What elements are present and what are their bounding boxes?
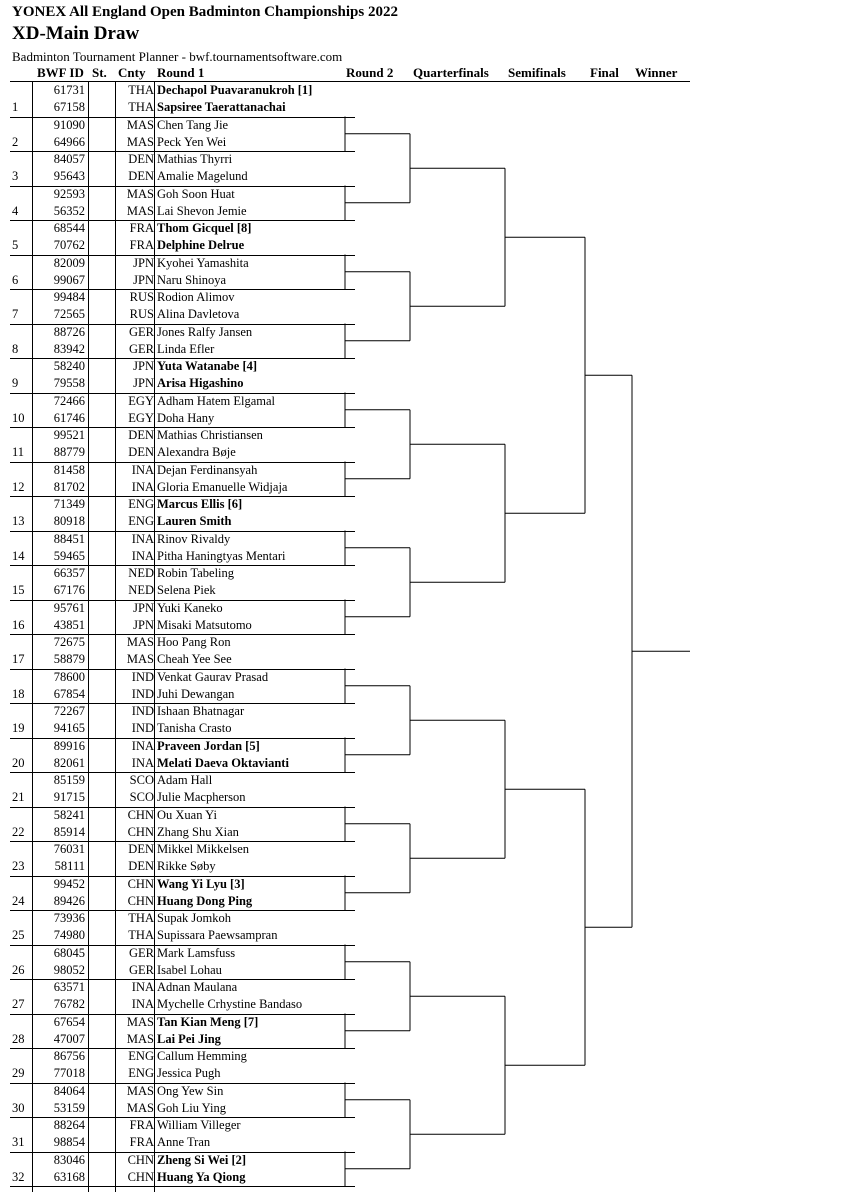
col-header-semifinals: Semifinals [508, 65, 566, 80]
draw-position: 20 [12, 755, 25, 770]
player-name: Alexandra Bøje [157, 445, 236, 460]
bwf-id: 67654 [53, 1014, 85, 1029]
bwf-id: 56352 [53, 203, 85, 218]
bwf-id: 95643 [53, 169, 85, 184]
player-name: Ishaan Bhatnagar [157, 704, 245, 718]
player-name: Yuki Kaneko [157, 600, 223, 615]
bwf-id: 68544 [53, 221, 85, 235]
country-code: INA [131, 531, 154, 546]
bwf-id: 58111 [54, 859, 85, 874]
country-code: CHN [127, 807, 154, 822]
country-code: INA [131, 462, 154, 477]
player-name: Wang Yi Lyu [3] [157, 876, 245, 891]
country-code: FRA [129, 1118, 154, 1132]
player-name: Mikkel Mikkelsen [157, 842, 250, 856]
bwf-id: 47007 [53, 1031, 85, 1046]
player-name: Adam Hall [157, 773, 213, 787]
country-code: MAS [126, 652, 154, 667]
draw-position: 9 [12, 376, 19, 391]
draw-position: 30 [12, 1100, 25, 1115]
player-name: Venkat Gaurav Prasad [157, 669, 269, 684]
country-code: FRA [129, 238, 154, 253]
bwf-id: 91715 [53, 790, 85, 805]
country-code: INA [131, 980, 154, 994]
bwf-id: 72675 [53, 635, 85, 649]
country-code: MAS [126, 186, 154, 201]
player-name: Anne Tran [157, 1135, 211, 1150]
player-name: Zheng Si Wei [2] [157, 1152, 247, 1167]
bwf-id: 94165 [53, 721, 85, 736]
player-name: Tanisha Crasto [157, 721, 232, 736]
bwf-id: 91090 [53, 117, 85, 132]
bwf-id: 74980 [53, 928, 85, 943]
draw-position: 4 [12, 203, 19, 218]
player-name: Mathias Christiansen [157, 428, 263, 442]
country-code: GER [129, 945, 154, 960]
draw-position: 23 [12, 859, 25, 874]
player-name: Mathias Thyrri [157, 152, 233, 166]
player-name: Sapsiree Taerattanachai [157, 100, 286, 115]
bwf-id: 95761 [53, 600, 85, 615]
bwf-id: 77018 [53, 1066, 85, 1081]
bwf-id: 88726 [53, 324, 85, 339]
bwf-id: 84064 [53, 1083, 85, 1098]
country-code: EGY [128, 393, 154, 408]
draw-position: 17 [12, 652, 25, 667]
draw-position: 32 [12, 1169, 25, 1184]
player-name: Huang Ya Qiong [157, 1169, 246, 1184]
player-name: Cheah Yee See [157, 652, 232, 667]
bwf-id: 92593 [53, 186, 85, 201]
tournament-title: YONEX All England Open Badminton Championships 2022 [12, 4, 398, 20]
country-code: CHN [127, 1152, 154, 1167]
player-name: Selena Piek [157, 583, 216, 598]
bwf-id: 59465 [53, 548, 85, 563]
bwf-id: 83942 [53, 341, 85, 356]
draw-position: 28 [12, 1031, 25, 1046]
player-name: Mark Lamsfuss [157, 945, 236, 960]
bwf-id: 81702 [53, 479, 85, 494]
bwf-id: 58241 [53, 807, 85, 822]
country-code: INA [131, 997, 154, 1012]
bwf-id: 82009 [53, 255, 85, 270]
player-name: Julie Macpherson [157, 790, 246, 805]
player-name: Mychelle Crhystine Bandaso [157, 997, 303, 1012]
player-name: Zhang Shu Xian [157, 824, 239, 839]
col-header-quarterfinals: Quarterfinals [413, 65, 489, 80]
bwf-id: 99452 [53, 876, 85, 891]
country-code: ENG [128, 1049, 154, 1063]
bwf-id: 89916 [53, 738, 85, 753]
player-name: Yuta Watanabe [4] [157, 359, 258, 373]
player-name: Lai Shevon Jemie [157, 203, 247, 218]
country-code: EGY [128, 410, 154, 425]
bwf-id: 99484 [53, 290, 85, 304]
bwf-id: 58879 [53, 652, 85, 667]
bwf-id: 68045 [53, 945, 85, 960]
player-name: Juhi Dewangan [157, 686, 235, 701]
bwf-id: 86756 [53, 1049, 85, 1063]
bwf-id: 66357 [53, 566, 85, 580]
country-code: JPN [133, 376, 154, 391]
draw-position: 22 [12, 824, 25, 839]
country-code: MAS [126, 117, 154, 132]
draw-position: 5 [12, 238, 19, 253]
col-header-final: Final [590, 65, 619, 80]
player-name: Goh Liu Ying [157, 1100, 226, 1115]
player-name: Goh Soon Huat [157, 186, 235, 201]
col-header-round2: Round 2 [346, 65, 394, 80]
player-name: Jessica Pugh [157, 1066, 221, 1081]
bwf-id: 53159 [53, 1100, 85, 1115]
country-code: GER [129, 962, 154, 977]
col-header-round1: Round 1 [157, 65, 205, 80]
country-code: RUS [129, 307, 154, 322]
col-header-status: St. [92, 65, 107, 80]
country-code: DEN [128, 445, 154, 460]
draw-position: 10 [12, 410, 25, 425]
player-name: Callum Hemming [157, 1049, 247, 1063]
bwf-id: 58240 [53, 359, 85, 373]
bwf-id: 72466 [53, 393, 85, 408]
country-code: MAS [126, 1100, 154, 1115]
country-code: JPN [133, 617, 154, 632]
draw-position: 14 [12, 548, 25, 563]
country-code: NED [128, 566, 154, 580]
country-code: FRA [129, 221, 154, 235]
player-name: Linda Efler [157, 341, 215, 356]
country-code: JPN [133, 359, 154, 373]
bwf-id: 88451 [53, 531, 85, 546]
bwf-id: 79558 [53, 376, 85, 391]
country-code: DEN [128, 859, 154, 874]
country-code: THA [128, 911, 154, 925]
player-name: Misaki Matsutomo [157, 617, 252, 632]
col-header-country: Cnty [118, 65, 146, 80]
country-code: CHN [127, 1169, 154, 1184]
bwf-id: 76031 [53, 842, 85, 856]
country-code: ENG [128, 497, 154, 511]
player-name: Gloria Emanuelle Widjaja [157, 479, 288, 494]
bwf-id: 67176 [53, 583, 85, 598]
bwf-id: 67854 [53, 686, 85, 701]
draw-position: 8 [12, 341, 19, 356]
col-header-bwf-id: BWF ID [37, 65, 84, 80]
player-name: Rinov Rivaldy [157, 531, 231, 546]
player-name: Hoo Pang Ron [157, 635, 231, 649]
draw-position: 26 [12, 962, 25, 977]
country-code: JPN [133, 255, 154, 270]
player-name: Rikke Søby [157, 859, 216, 874]
country-code: JPN [133, 600, 154, 615]
player-name: Alina Davletova [157, 307, 240, 322]
player-name: Amalie Magelund [157, 169, 248, 184]
draw-position: 7 [12, 307, 19, 322]
player-name: Arisa Higashino [157, 376, 244, 391]
country-code: JPN [133, 272, 154, 287]
player-name: Peck Yen Wei [157, 134, 227, 149]
country-code: INA [131, 738, 154, 753]
player-name: Rodion Alimov [157, 290, 235, 304]
player-name: Huang Dong Ping [157, 893, 253, 908]
bwf-id: 98052 [53, 962, 85, 977]
draw-position: 18 [12, 686, 25, 701]
bwf-id: 78600 [53, 669, 85, 684]
bwf-id: 88264 [53, 1118, 85, 1132]
country-code: INA [131, 548, 154, 563]
draw-position: 31 [12, 1135, 25, 1150]
draw-position: 1 [12, 100, 19, 115]
country-code: THA [128, 83, 154, 97]
bwf-id: 43851 [53, 617, 85, 632]
col-header-winner: Winner [635, 65, 678, 80]
player-name: Melati Daeva Oktavianti [157, 755, 289, 770]
country-code: IND [131, 686, 154, 701]
country-code: MAS [126, 1083, 154, 1098]
player-name: Delphine Delrue [157, 238, 245, 253]
bwf-id: 85914 [53, 824, 85, 839]
country-code: SCO [129, 790, 154, 805]
country-code: CHN [127, 893, 154, 908]
draw-position: 15 [12, 583, 25, 598]
player-name: Tan Kian Meng [7] [157, 1014, 259, 1029]
country-code: MAS [126, 203, 154, 218]
player-name: Ou Xuan Yi [157, 807, 217, 822]
bwf-id: 63571 [53, 980, 85, 994]
country-code: IND [131, 704, 154, 718]
draw-position: 27 [12, 997, 25, 1012]
player-name: Supissara Paewsampran [157, 928, 278, 943]
player-name: Pitha Haningtyas Mentari [157, 548, 286, 563]
country-code: ENG [128, 1066, 154, 1081]
player-name: Thom Gicquel [8] [157, 221, 252, 235]
bwf-id: 83046 [53, 1152, 85, 1167]
player-name: Doha Hany [157, 410, 215, 425]
country-code: IND [131, 721, 154, 736]
draw-position: 19 [12, 721, 25, 736]
bwf-id: 80918 [53, 514, 85, 529]
country-code: MAS [126, 635, 154, 649]
player-name: William Villeger [157, 1118, 241, 1132]
bwf-id: 76782 [53, 997, 85, 1012]
country-code: DEN [128, 428, 154, 442]
event-title: XD-Main Draw [12, 23, 140, 44]
player-name: Praveen Jordan [5] [157, 738, 260, 753]
player-name: Adham Hatem Elgamal [157, 393, 276, 408]
bwf-id: 88779 [53, 445, 85, 460]
country-code: MAS [126, 134, 154, 149]
draw-position: 24 [12, 893, 25, 908]
bwf-id: 67158 [53, 100, 85, 115]
player-name: Jones Ralfy Jansen [157, 324, 253, 339]
country-code: INA [131, 479, 154, 494]
country-code: RUS [129, 290, 154, 304]
bwf-id: 89426 [53, 893, 85, 908]
bwf-id: 70762 [53, 238, 85, 253]
bwf-id: 61731 [53, 83, 85, 97]
player-name: Chen Tang Jie [157, 117, 229, 132]
source-line: Badminton Tournament Planner - bwf.tournamentsoftware.com [12, 49, 343, 64]
draw-position: 25 [12, 928, 25, 943]
country-code: SCO [129, 773, 154, 787]
player-name: Adnan Maulana [157, 980, 238, 994]
draw-position: 13 [12, 514, 25, 529]
bwf-id: 99067 [53, 272, 85, 287]
country-code: GER [129, 324, 154, 339]
bwf-id: 82061 [53, 755, 85, 770]
player-name: Lauren Smith [157, 514, 232, 529]
country-code: GER [129, 341, 154, 356]
bwf-id: 98854 [53, 1135, 85, 1150]
bwf-id: 63168 [53, 1169, 85, 1184]
country-code: CHN [127, 876, 154, 891]
draw-position: 3 [12, 169, 19, 184]
draw-position: 29 [12, 1066, 25, 1081]
country-code: DEN [128, 842, 154, 856]
bwf-id: 84057 [53, 152, 85, 166]
player-name: Naru Shinoya [157, 272, 227, 287]
bwf-id: 72267 [53, 704, 85, 718]
country-code: MAS [126, 1031, 154, 1046]
country-code: CHN [127, 824, 154, 839]
draw-position: 2 [12, 134, 19, 149]
player-name: Dechapol Puavaranukroh [1] [157, 83, 313, 97]
country-code: MAS [126, 1014, 154, 1029]
player-name: Marcus Ellis [6] [157, 497, 243, 511]
draw-position: 11 [12, 445, 25, 460]
player-name: Isabel Lohau [157, 962, 222, 977]
country-code: NED [128, 583, 154, 598]
draw-position: 16 [12, 617, 25, 632]
player-name: Ong Yew Sin [157, 1083, 224, 1098]
draw-position: 12 [12, 479, 25, 494]
draw-position: 6 [12, 272, 19, 287]
bwf-id: 81458 [53, 462, 85, 477]
country-code: ENG [128, 514, 154, 529]
country-code: DEN [128, 169, 154, 184]
country-code: INA [131, 755, 154, 770]
country-code: DEN [128, 152, 154, 166]
country-code: THA [128, 928, 154, 943]
country-code: IND [131, 669, 154, 684]
player-name: Kyohei Yamashita [157, 255, 249, 270]
player-name: Lai Pei Jing [157, 1031, 221, 1046]
bwf-id: 71349 [53, 497, 85, 511]
country-code: THA [128, 100, 154, 115]
bwf-id: 99521 [53, 428, 85, 442]
bwf-id: 64966 [53, 134, 85, 149]
player-name: Dejan Ferdinansyah [157, 462, 258, 477]
player-name: Robin Tabeling [157, 566, 235, 580]
bwf-id: 61746 [53, 410, 85, 425]
bwf-id: 72565 [53, 307, 85, 322]
bwf-id: 85159 [53, 773, 85, 787]
player-name: Supak Jomkoh [157, 911, 231, 925]
country-code: FRA [129, 1135, 154, 1150]
bwf-id: 73936 [53, 911, 85, 925]
draw-position: 21 [12, 790, 25, 805]
